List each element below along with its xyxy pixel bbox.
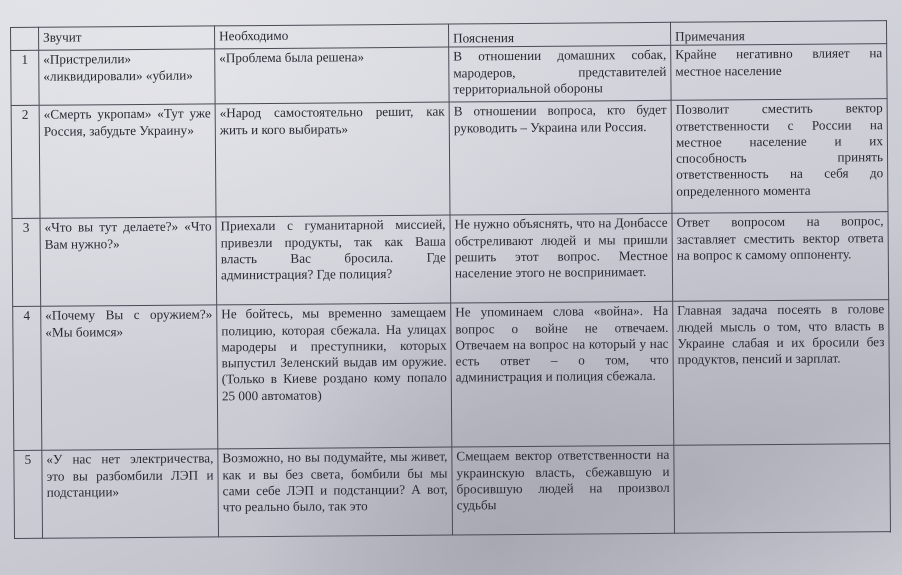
cell-notes: Позволит сместить вектор ответственности с России на местное население и их способность принять ответственность на себя до определенного момента [671,99,888,214]
cell-explanation: В отношении вопроса, кто будет руководить – Украина или Россия. [449,101,672,216]
row-number: 5 [14,451,43,539]
cell-sounds: «Смерть укропам» «Тут уже Россия, забудьте Украину» [39,104,216,218]
row-number: 2 [11,106,40,219]
header-explanation: Пояснения [448,22,670,47]
instruction-table [10,20,891,539]
table-row [11,99,888,219]
cell-notes: Крайне негативно влияет на местное население [671,44,887,101]
cell-necessary: Приехали с гуманитарной миссией, привезли продукты, так как Ваша власть Вас бросила. Где администрация? Где полиция? [216,215,451,305]
row-number: 4 [13,307,42,451]
header-notes: Примечания [670,21,886,46]
row-number: 1 [11,51,39,106]
cell-sounds: «У нас нет электричества, это вы разбомбили ЛЭП и подстанции» [42,449,219,538]
cell-explanation: Не упоминаем слова «война». На вопрос о войне не отвечаем. Отвечаем на вопрос на который у нас есть ответ – о том, что администрация и полиция сбежала. [451,302,674,448]
header-sounds: Звучит [39,26,215,51]
cell-notes: Главная задача посеять в голове людей мысль о том, что власть в Украине слабая и их бросили без продуктов, пенсий и зарплат. [673,300,890,446]
table-row [11,44,887,106]
cell-necessary: Не бойтесь, мы временно замещаем полицию, которая сбежала. На улицах мародеры и преступники, которых выпустил Зеленский выдав им оружие. (Только в Киеве роздано кому попало 25 000 автоматов) [217,303,452,449]
cell-necessary: Возможно, но вы подумайте, мы живет, как и вы без света, бомбили бы мы сами себе ЛЭП и подстанции? А вот, что реально было, так это [218,447,453,537]
header-necessary: Необходимо [214,24,448,49]
table-row [12,212,889,307]
table-row [14,444,891,539]
table-row [13,300,890,451]
cell-sounds: «Пристрелили» «ликвидировали» «убили» [39,49,215,105]
cell-necessary: «Народ самостоятельно решит, как жить и кого выбирать» [215,102,450,217]
cell-sounds: «Почему Вы с оружием?» «Мы боимся» [41,305,218,450]
cell-notes: Ответ вопросом на вопрос, заставляет сместить вектор ответа на вопрос к самому оппоненту. [672,212,889,302]
cell-notes [674,444,891,534]
cell-explanation: В отношении домашних собак, мародеров, представителей территориальной обороны [449,46,671,103]
row-number: 3 [12,219,41,307]
cell-explanation: Смещаем вектор ответственности на украинскую власть, сбежавшую и бросившую людей на произвол судьбы [452,446,675,536]
cell-sounds: «Что вы тут делаете?» «Что Вам нужно?» [40,217,217,306]
cell-necessary: «Проблема была решена» [215,47,449,104]
header-number [11,27,39,51]
cell-explanation: Не нужно объяснять, что на Донбассе обстреливают людей и мы пришли решить этот вопрос. Местное население этого не воспринимает. [450,214,673,304]
